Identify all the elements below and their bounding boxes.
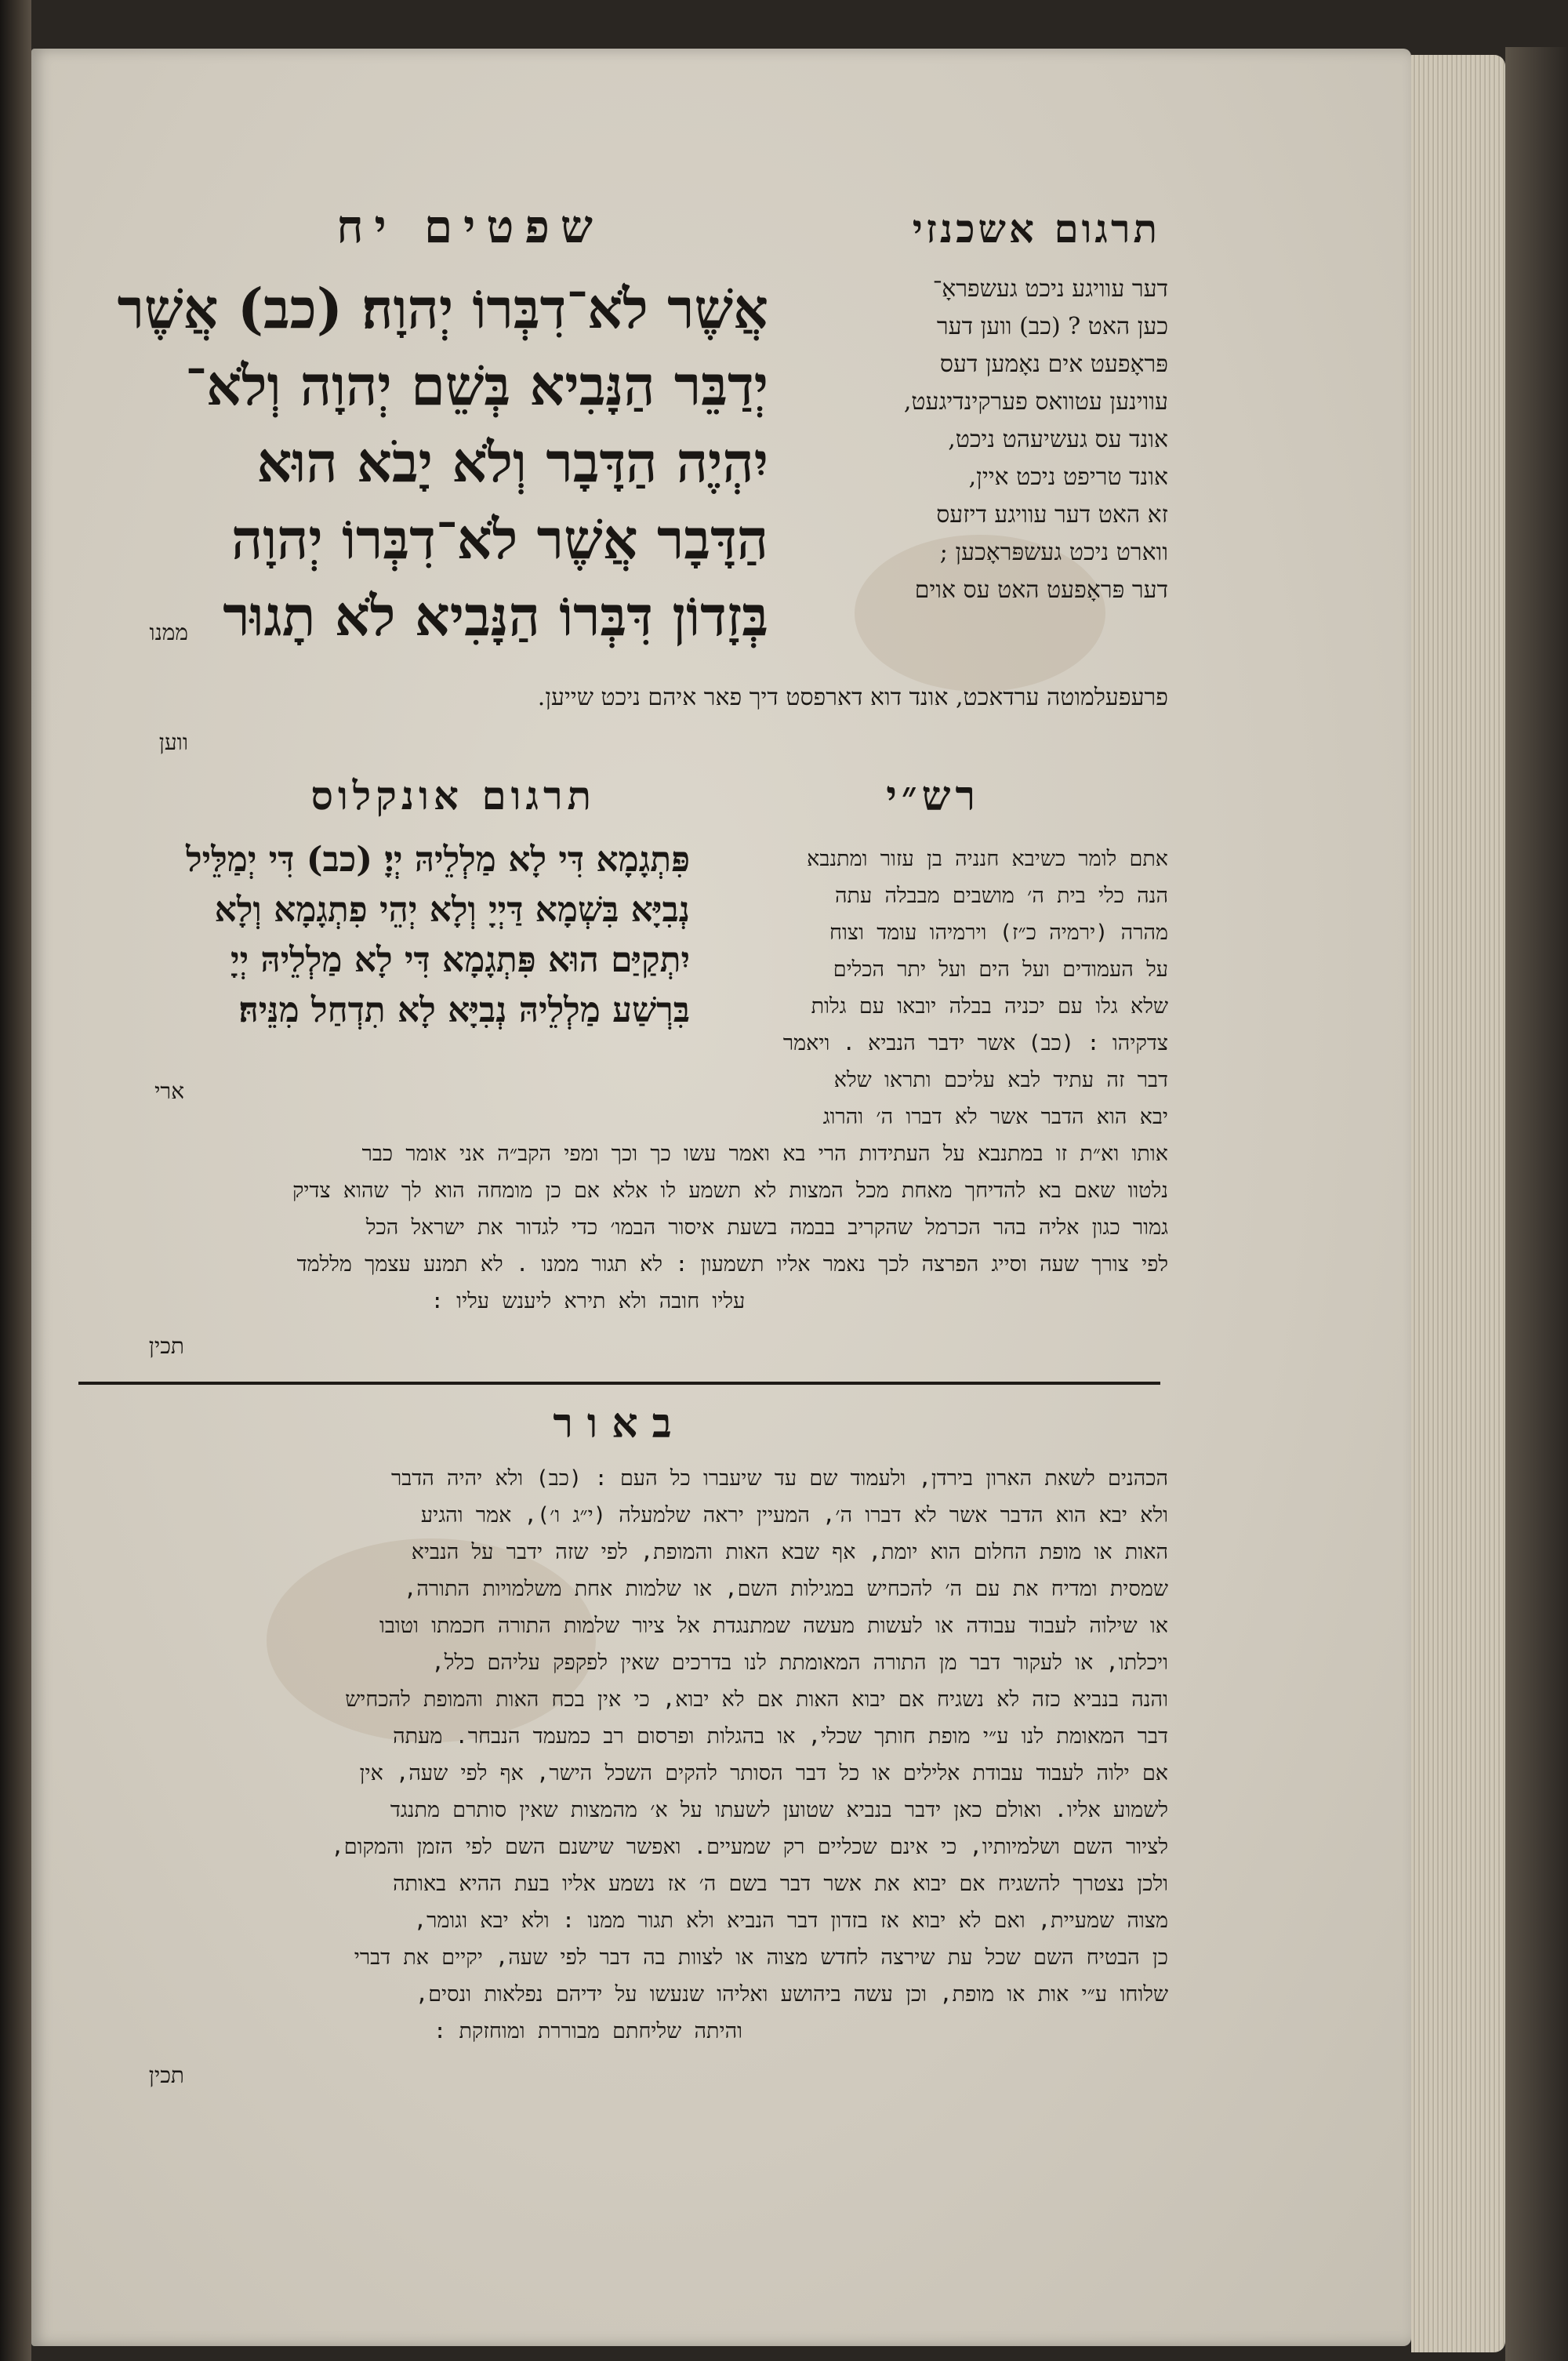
biur-line: ולא יבא הוא הדבר אשר לא דברו ה׳, המעיין יראה שלמעלה (י״ג ו׳), אמר והגיע: [420, 1503, 1168, 1527]
rashi-line: שלא גלו עם יכניה בבלה יובאו עם גלות: [811, 994, 1168, 1019]
verse-line: יְדַבֵּר הַנָּבִיא בְּשֵׁם יְהוָה וְלֹא־: [185, 353, 768, 418]
onkelos-line: נְבִיָּא בִּשְׁמָא דַּיְיָ וְלָא יְהֵי פִתְגָמָא וְלָא: [214, 890, 690, 930]
rashi-line: דבר זה עתיד לבא עליכם ותראו שלא: [833, 1068, 1168, 1092]
verse-line: יִהְיֶה הַדָּבָר וְלֹא יָבֹא הוּא: [256, 430, 768, 495]
book-spine-edge: [0, 0, 31, 2361]
section-divider: [78, 1382, 1160, 1385]
yiddish-line: אונד עס געשיעהט ניכט,: [948, 426, 1168, 453]
verse-line: בְּזָדוֹן דִּבְּרוֹ הַנָּבִיא לֹא תָגוּר: [223, 583, 768, 648]
biur-commentary: [74, 1460, 1168, 2013]
yiddish-line: כען האט ? (כב) ווען דער: [936, 313, 1168, 340]
rashi-line: גמור כגון אליה בהר הכרמל שהקריב בבמה בשעת איסור הבמו׳ כדי לגדור את ישראל הכל: [365, 1215, 1168, 1240]
yiddish-line: ווארט ניכט געשפּראָכען ;: [939, 539, 1168, 566]
biur-line: והנה בנביא כזה לא נשגיח אם יבוא האות אם לא יבוא, כי אין בכח האות והמופת להכחיש: [345, 1687, 1168, 1712]
yiddish-line: זא האט דער עוויגע דיזעס: [936, 501, 1168, 529]
rashi-header: רש״י: [886, 772, 980, 820]
rashi-line: אתם לומר כשיבא חנניה בן עזור ומתנבא: [807, 847, 1168, 871]
rashi-final-line: עליו חובה ולא תירא ליענש עליו :: [430, 1289, 746, 1313]
catchword-verse: ממנו: [149, 619, 188, 645]
catchword-rashi: תכין: [148, 1333, 184, 1359]
rashi-line: אותו וא״ת זו במתנבא על העתידות הרי בא ואמר עשו כך וכך ומפי הקב״ה אני אומר כבר: [361, 1142, 1168, 1166]
onkelos-line: בִּרְשַׁע מַלְלֵיהּ נְבִיָּא לָא תִדְחַל מִנֵּיהּ׃: [238, 990, 690, 1030]
biur-line: שלוחו ע״י אות או מופת, וכן עשה ביהושע ואליהו שנעשו על ידיהם נפלאות ונסים,: [415, 1982, 1168, 2007]
header-targum-ashkenazi: תרגום אשכנזי: [912, 205, 1160, 252]
rashi-line: הנה כלי בית ה׳ מושבים מבבלה עתה: [834, 884, 1168, 908]
biur-line: ולכן נצטרך להשגיח אם יבוא את אשר דבר בשם ה׳ אז נשמע אליו בעת ההיא באותה: [393, 1872, 1168, 1896]
onkelos-line: פִּתְגָמָא דִּי לָא מַלְלֵיהּ יְיָ׃ (כב) דִּי יְמַלֵּיל: [186, 840, 690, 880]
onkelos-line: יִתְקַיַּם הוּא פִּתְגָמָא דִּי לָא מַלְלֵיהּ יְיָ: [230, 940, 690, 980]
yiddish-line: דער פּראָפעט האט עס אוים: [914, 576, 1168, 604]
rashi-commentary-wide: [74, 1135, 1168, 1283]
verse-line: הַדָּבָר אֲשֶׁר לֹא־דִבְּרוֹ יְהוָה: [230, 507, 768, 572]
biur-header: באור: [553, 1400, 686, 1447]
book-shadow: [1505, 47, 1568, 2361]
rashi-line: על העמודים ועל הים ועל יתר הכלים: [833, 957, 1168, 982]
biur-line: לציור השם ושלמיותיו, כי אינם שכליים רק שמעיים. ואפשר שישנם השם לפי הזמן והמקום,: [331, 1835, 1168, 1859]
biur-line: או שילוה לעבוד עבודה או לעשות מעשה שמתנגדת אל ציור שלמות התורה חכמתו וטובו: [379, 1614, 1168, 1638]
rashi-line: צדקיהו : (כב) אשר ידבר הנביא . ויאמר: [782, 1031, 1168, 1055]
yiddish-line: עווינען עטוואס פערקינדיגעט,: [903, 388, 1168, 416]
header-book-chapter: שפטים יח: [336, 200, 604, 253]
rashi-line: נלטוו שאם בא להדיחך מאחת מכל המצות לא תשמע לו אלא אם כן מומחה הוא לך שהוא צדיק: [292, 1179, 1168, 1203]
biur-line: מצוה שמעיית, ואם לא יבוא אז בזדון דבר הנביא ולא תגור ממנו : ולא יבא וגומר,: [413, 1909, 1168, 1933]
catchword-yiddish: ווען: [158, 729, 188, 755]
verse-line: אֲשֶׁר לֹא־דִבְּרוֹ יְהוָה׃ (כב) אֲשֶׁר: [117, 276, 768, 341]
biur-line: ויכלתו, או לעקור דבר מן התורה המאומתת לנו בדרכים שאין לפקפק עליהם כלל,: [431, 1651, 1168, 1675]
biur-line: שמסית ומדיח את עם ה׳ להכחיש במגילות השם, או שלמות אחת משלמויות התורה,: [404, 1577, 1168, 1601]
biur-line: אם ילוה לעבוד עבודת אלילים או כל דבר הסותר להקים השכל הישר, אף לפי שעה, אין: [359, 1761, 1168, 1785]
biur-line: כן הבטיח השם שכל עת שירצה לחדש מצוה או לצוות בה דבר לפי שעה, יקיים את דברי: [354, 1945, 1168, 1970]
rashi-commentary: [690, 841, 1168, 1135]
biur-line: האות או מופת החלום הוא יומת, אף שבא האות והמופת, לפי שזה ידבר על הנביא: [411, 1540, 1168, 1564]
rashi-line: לפי צורך שעה וסייג הפרצה לכך נאמר אליו תשמעון : לא תגור ממנו . לא תמנע עצמך מללמד: [296, 1252, 1168, 1277]
yiddish-line: פּראָפעט אים נאָמען דעס: [939, 351, 1168, 378]
biur-line: דבר המאומת לנו ע״י מופת חותך שכלי, או בהגלות ופרסום רב כמעמד הנבחר. מעתה: [393, 1724, 1168, 1749]
catchword-onkelos: ארי: [154, 1078, 184, 1104]
catchword-biur: תכין: [148, 2062, 184, 2088]
biur-line: הכהנים לשאת הארון בירדן, ולעמוד שם עד שיעברו כל העם : (כב) ולא יהיה הדבר: [390, 1466, 1168, 1491]
rashi-line: מהרה (ירמיה כ״ז) וירמיהו עומד וצוח: [829, 921, 1168, 945]
biur-line: לשמוע אליו. ואולם כאן ידבר בנביא שטוען לשעתו על א׳ מהמצות שאין סותרם מתנגד: [390, 1798, 1168, 1822]
yiddish-line: דער עוויגע ניכט געשפראָ־: [932, 275, 1168, 303]
onkelos-header: תרגום אונקלוס: [310, 772, 596, 819]
onkelos-text: [71, 835, 690, 1036]
page-stack-edge: [1411, 55, 1505, 2352]
biur-final-line: והיתה שליחתם מבוררת ומוחזקת :: [433, 2019, 743, 2043]
yiddish-translation: [792, 271, 1168, 609]
hebrew-verse-text: [78, 271, 768, 655]
rashi-line: יבא הוא הדבר אשר לא דברו ה׳ והרוג: [822, 1105, 1168, 1129]
yiddish-line: אונד טריפט ניכט איין,: [968, 463, 1168, 491]
yiddish-line-full: פרעפעלמוטה ערדאכט, אונד דוא דארפסט דיך פאר איהם ניכט שייען.: [537, 684, 1168, 711]
